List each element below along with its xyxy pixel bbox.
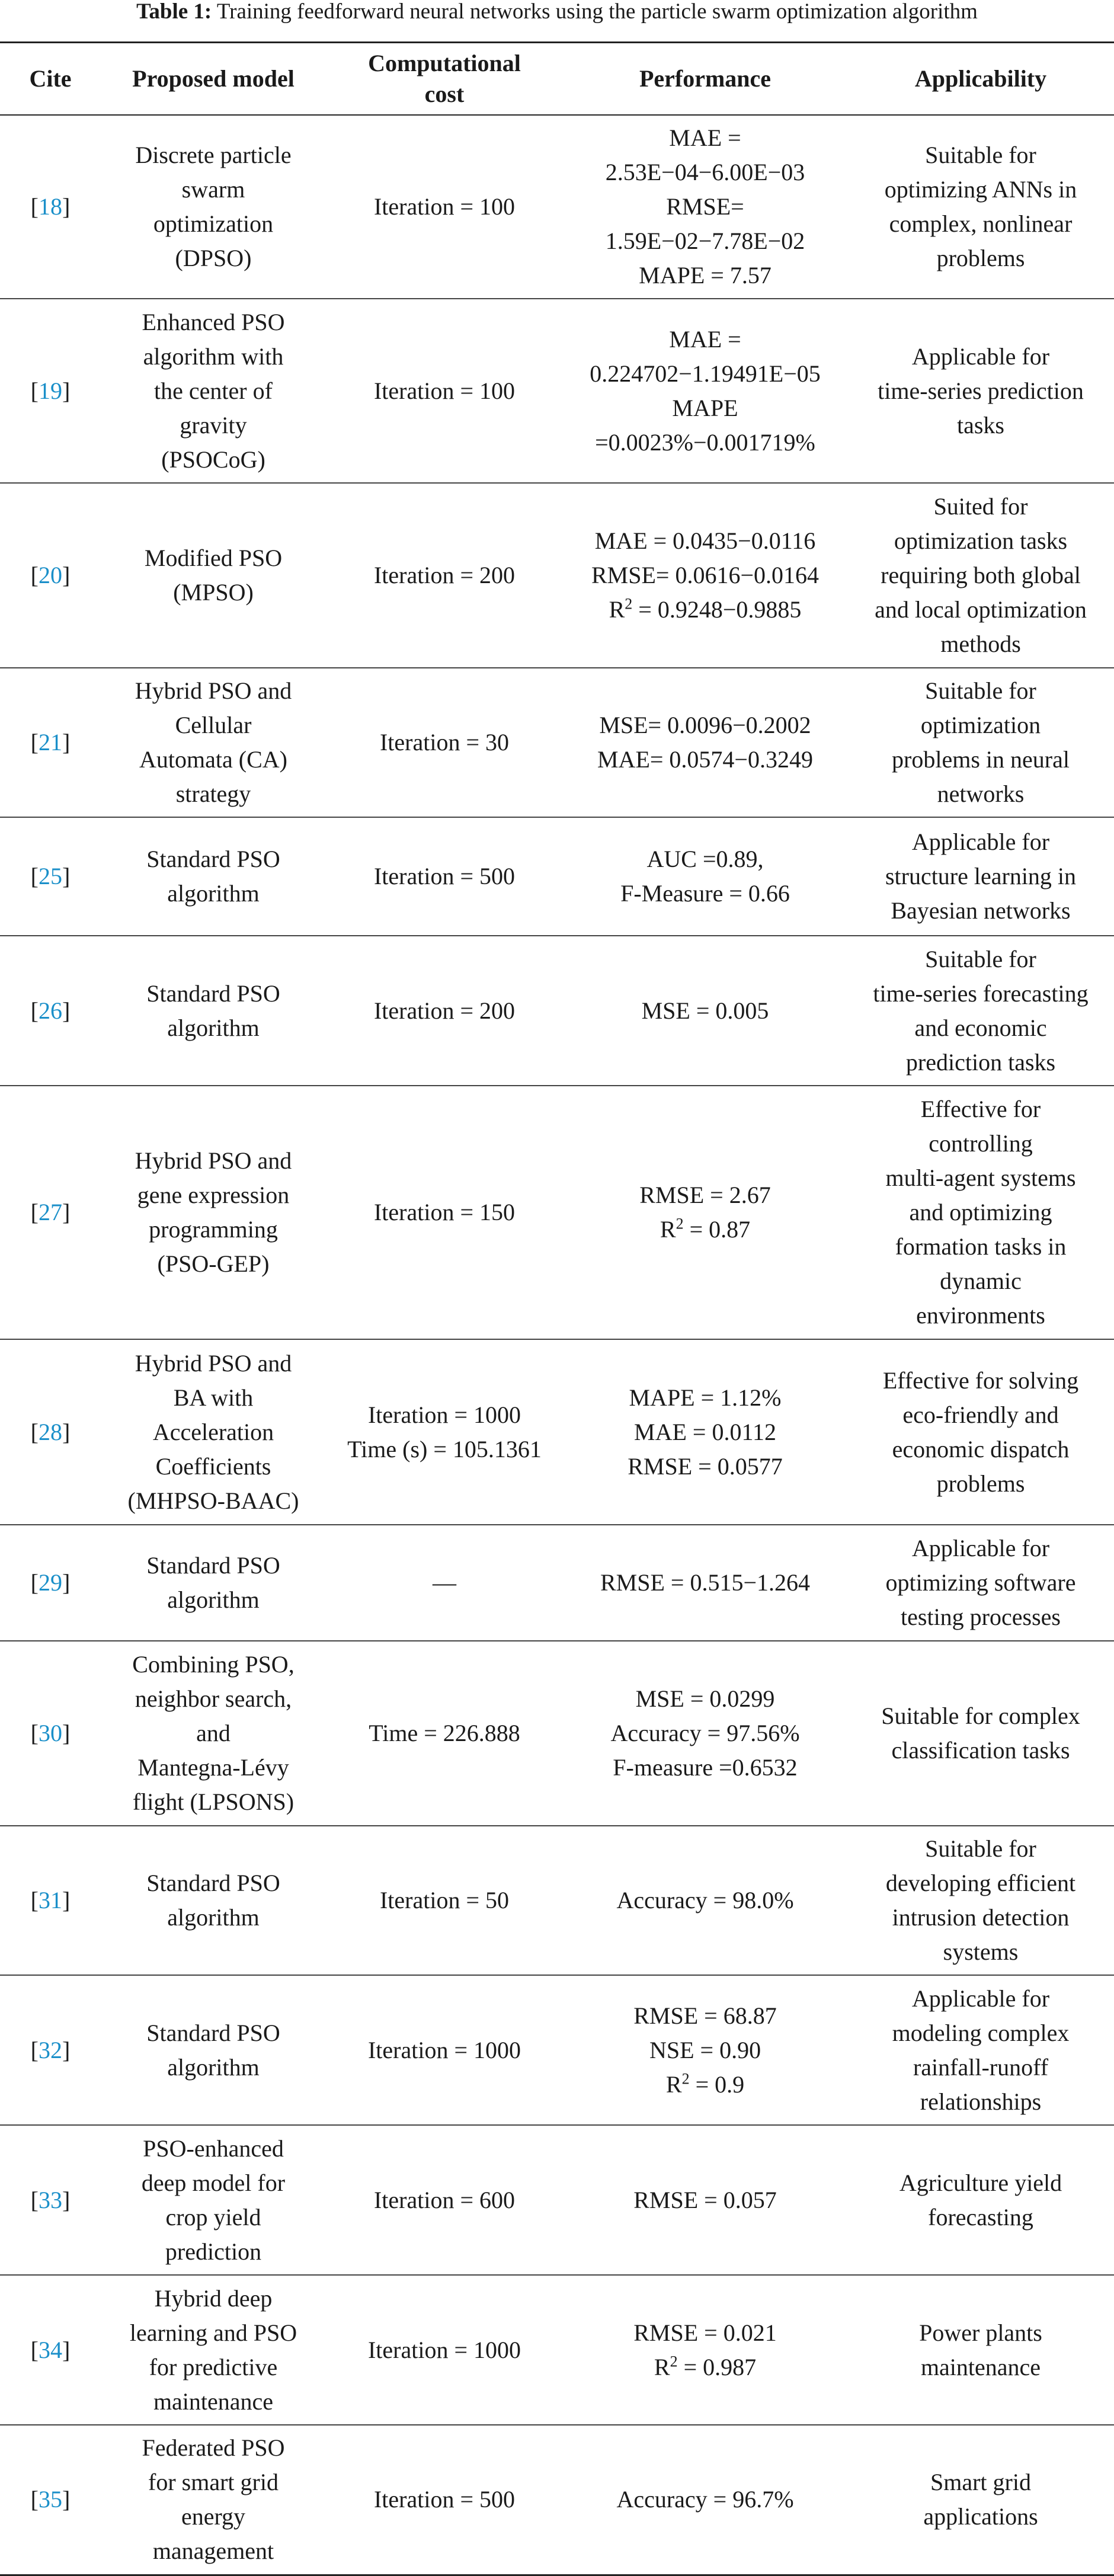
performance-line: 1.59E−02−7.78E−02 — [605, 228, 805, 254]
performance-cell — [563, 817, 847, 936]
performance-cell — [563, 1525, 847, 1641]
applicability-line: Bayesian networks — [891, 897, 1071, 924]
model-line: (PSOCoG) — [161, 446, 265, 473]
model-line: gene expression — [137, 1182, 290, 1208]
applicability-cell — [847, 1641, 1114, 1826]
cite-link[interactable]: 27 — [39, 1199, 62, 1225]
performance-cell — [563, 2425, 847, 2575]
applicability-line: optimization tasks — [894, 527, 1068, 554]
applicability-line: and local optimization — [875, 596, 1087, 623]
header-cost-line2: cost — [424, 81, 465, 107]
applicability-line: Suitable for — [925, 1835, 1036, 1862]
model-line: and — [196, 1720, 231, 1746]
table-row — [0, 668, 1114, 817]
cite-link[interactable]: 30 — [39, 1720, 62, 1746]
applicability-line: Suitable for complex — [881, 1703, 1080, 1729]
performance-line: 0.224702−1.19491E−05 — [590, 360, 821, 387]
performance-line: MAPE — [672, 394, 738, 421]
model-line: Automata (CA) — [139, 746, 287, 773]
cite-link[interactable]: 32 — [39, 2036, 62, 2063]
applicability-line: classification tasks — [891, 1737, 1070, 1764]
applicability-line: Power plants — [919, 2319, 1042, 2346]
applicability-line: relationships — [920, 2088, 1042, 2115]
performance-line: Accuracy = 96.7% — [616, 2486, 794, 2513]
performance-line: MAE = 0.0112 — [634, 1418, 776, 1445]
cost-cell — [326, 1525, 563, 1641]
performance-cell — [563, 2275, 847, 2425]
performance-line: RMSE = 0.021 — [633, 2319, 777, 2346]
model-line: (DPSO) — [175, 245, 252, 271]
table-row — [0, 1975, 1114, 2125]
cost-cell — [326, 2125, 563, 2275]
cost-cell — [326, 299, 563, 483]
performance-line: RMSE = 0.057 — [633, 2186, 777, 2213]
model-line: algorithm — [167, 880, 260, 907]
model-line: Standard PSO — [146, 846, 280, 872]
model-line: Discrete particle — [135, 142, 292, 168]
performance-line: RMSE = 68.87 — [633, 2002, 777, 2029]
applicability-line: forecasting — [928, 2203, 1033, 2231]
cite-link[interactable]: 29 — [39, 1569, 62, 1596]
applicability-line: rainfall-runoff — [913, 2053, 1049, 2081]
model-line: maintenance — [153, 2388, 274, 2415]
model-line: Standard PSO — [146, 1870, 280, 1896]
table-row — [0, 2275, 1114, 2425]
model-line: algorithm — [167, 1904, 260, 1931]
applicability-line: developing efficient — [885, 1870, 1076, 1896]
cite-cell: [20] — [0, 483, 101, 668]
table-row — [0, 1641, 1114, 1826]
model-line: Standard PSO — [146, 980, 280, 1007]
cost-line: Iteration = 150 — [373, 1199, 516, 1225]
model-line: Hybrid deep — [154, 2284, 273, 2312]
cost-line: Iteration = 100 — [373, 193, 516, 220]
cite-link[interactable]: 35 — [39, 2486, 62, 2513]
table-row — [0, 2425, 1114, 2575]
applicability-cell — [847, 1086, 1114, 1339]
cite-link[interactable]: 31 — [39, 1887, 62, 1913]
cost-line: Time = 226.888 — [369, 1720, 520, 1746]
applicability-cell — [847, 936, 1114, 1086]
cite-link[interactable]: 19 — [39, 377, 62, 404]
cite-cell: [18] — [0, 115, 101, 299]
model-line: (MPSO) — [173, 579, 254, 606]
performance-line: RMSE= 0.0616−0.0164 — [591, 562, 820, 588]
model-line: Hybrid PSO and — [135, 1147, 292, 1174]
model-line: algorithm with — [143, 343, 284, 370]
applicability-line: time-series forecasting — [873, 980, 1089, 1007]
performance-cell — [563, 115, 847, 299]
table-row — [0, 299, 1114, 483]
performance-cell — [563, 936, 847, 1086]
applicability-cell — [847, 1975, 1114, 2125]
cost-line: Iteration = 50 — [379, 1887, 510, 1913]
performance-line: $R^2 = 0.87$ — [660, 1215, 751, 1243]
cost-cell — [326, 483, 563, 668]
performance-line: $R^2 = 0.987$ — [654, 2353, 757, 2380]
performance-cell — [563, 1975, 847, 2125]
model-line: BA with — [173, 1384, 254, 1411]
performance-line: F-measure =0.6532 — [613, 1754, 798, 1781]
cost-cell — [326, 1641, 563, 1826]
model-line: the center of — [154, 377, 273, 404]
table-row — [0, 1525, 1114, 1641]
cite-cell: [26] — [0, 936, 101, 1086]
cite-link[interactable]: 20 — [39, 562, 62, 588]
cite-link[interactable]: 34 — [39, 2336, 62, 2363]
model-line: for smart grid — [148, 2469, 278, 2496]
model-line: optimization — [153, 210, 274, 237]
cite-cell: [25] — [0, 817, 101, 936]
performance-cell — [563, 1339, 847, 1525]
model-cell — [101, 483, 326, 668]
model-line: algorithm — [167, 1586, 260, 1613]
model-cell — [101, 299, 326, 483]
model-line: gravity — [180, 411, 247, 439]
cite-cell: [27] — [0, 1086, 101, 1339]
performance-line: MAE = — [669, 325, 741, 353]
cite-cell: [19] — [0, 299, 101, 483]
performance-line: $R^2 = 0.9$ — [665, 2070, 745, 2098]
applicability-cell — [847, 115, 1114, 299]
header-model: Proposed model — [101, 43, 326, 116]
applicability-line: economic dispatch — [892, 1435, 1070, 1463]
cite-cell: [32] — [0, 1975, 101, 2125]
model-cell — [101, 936, 326, 1086]
applicability-cell — [847, 483, 1114, 668]
performance-cell — [563, 299, 847, 483]
model-line: prediction — [165, 2238, 262, 2265]
applicability-line: Suited for — [933, 493, 1028, 520]
performance-line: MAE = 0.0435−0.0116 — [594, 527, 816, 554]
model-line: Standard PSO — [146, 1552, 280, 1579]
model-line: for predictive — [149, 2353, 278, 2380]
table-row — [0, 483, 1114, 668]
applicability-line: prediction tasks — [905, 1048, 1056, 1076]
applicability-cell — [847, 299, 1114, 483]
applicability-line: and economic — [914, 1014, 1047, 1041]
cite-cell: [29] — [0, 1525, 101, 1641]
model-line: programming — [149, 1216, 278, 1243]
performance-line: RMSE = 0.515−1.264 — [600, 1569, 811, 1596]
cost-line: Iteration = 1000 — [367, 1401, 521, 1428]
model-line: Combining PSO, — [132, 1651, 294, 1678]
cost-cell — [326, 2425, 563, 2575]
model-cell — [101, 1826, 326, 1975]
cite-link[interactable]: 21 — [39, 729, 62, 756]
caption-text: Training feedforward neural networks using the particle swarm optimization algorithm — [216, 0, 978, 24]
model-line: PSO-enhanced — [143, 2135, 284, 2162]
cite-cell: [33] — [0, 2125, 101, 2275]
applicability-line: systems — [943, 1938, 1019, 1965]
performance-line: =0.0023%−0.001719% — [595, 428, 815, 456]
applicability-cell — [847, 1826, 1114, 1975]
model-line: Federated PSO — [142, 2434, 285, 2462]
header-cite: Cite — [0, 43, 101, 116]
cost-cell — [326, 1339, 563, 1525]
model-cell — [101, 1975, 326, 2125]
performance-line: MAPE = 7.57 — [639, 262, 772, 289]
cite-cell: [31] — [0, 1826, 101, 1975]
model-line: learning and PSO — [129, 2319, 297, 2346]
cost-cell — [326, 936, 563, 1086]
cost-line: Iteration = 500 — [373, 863, 516, 889]
cite-cell: [21] — [0, 668, 101, 817]
applicability-cell — [847, 2275, 1114, 2425]
performance-line: RMSE = 2.67 — [639, 1182, 771, 1208]
performance-line: MSE = 0.0299 — [635, 1685, 775, 1712]
table-caption — [0, 0, 1114, 24]
cite-link[interactable]: 25 — [39, 863, 62, 889]
applicability-line: problems — [936, 245, 1025, 271]
applicability-cell — [847, 668, 1114, 817]
applicability-cell — [847, 817, 1114, 936]
applicability-line: requiring both global — [881, 562, 1081, 588]
model-line: algorithm — [167, 2053, 260, 2081]
performance-line: Accuracy = 98.0% — [616, 1887, 794, 1913]
applicability-cell — [847, 1339, 1114, 1525]
cost-line: Iteration = 200 — [373, 562, 516, 588]
applicability-line: Smart grid — [930, 2469, 1031, 2496]
cite-cell: [30] — [0, 1641, 101, 1826]
cost-cell — [326, 817, 563, 936]
performance-line: MAE = — [669, 124, 741, 151]
model-line: (MHPSO-BAAC) — [127, 1487, 299, 1514]
model-cell — [101, 1525, 326, 1641]
model-cell — [101, 668, 326, 817]
applicability-line: time-series prediction — [878, 377, 1084, 404]
applicability-line: Applicable for — [911, 343, 1050, 370]
cost-line: Iteration = 600 — [373, 2186, 516, 2213]
applicability-line: complex, nonlinear — [889, 210, 1073, 237]
table-row — [0, 2125, 1114, 2275]
cost-cell — [326, 2275, 563, 2425]
performance-cell — [563, 1086, 847, 1339]
cite-link[interactable]: 18 — [39, 193, 62, 220]
applicability-line: maintenance — [920, 2353, 1041, 2380]
performance-line: RMSE= — [666, 193, 744, 220]
table-row — [0, 936, 1114, 1086]
cite-cell: [34] — [0, 2275, 101, 2425]
model-cell — [101, 2425, 326, 2575]
model-cell — [101, 2125, 326, 2275]
performance-line: $R^2 = 0.9248-0.9885$ — [609, 595, 802, 623]
applicability-line: intrusion detection — [892, 1904, 1070, 1931]
model-line: Standard PSO — [146, 2019, 280, 2046]
model-line: crop yield — [165, 2203, 261, 2231]
cost-cell — [326, 1086, 563, 1339]
performance-cell — [563, 668, 847, 817]
cost-line: Iteration = 1000 — [367, 2336, 521, 2363]
header-cost-line1: Computational — [368, 50, 521, 76]
model-line: strategy — [175, 780, 251, 807]
model-line: Enhanced PSO — [142, 308, 285, 335]
cost-line: Iteration = 200 — [373, 997, 516, 1024]
header-row — [0, 43, 1114, 116]
cite-link[interactable]: 28 — [39, 1418, 62, 1445]
cost-cell — [326, 668, 563, 817]
cost-cell — [326, 1826, 563, 1975]
model-line: swarm — [181, 176, 245, 203]
table-body — [0, 115, 1114, 2575]
performance-line: F-Measure = 0.66 — [620, 880, 790, 907]
cost-line: Time (s) = 105.1361 — [347, 1435, 542, 1463]
performance-line: MAPE = 1.12% — [629, 1384, 782, 1411]
model-cell — [101, 115, 326, 299]
model-cell — [101, 1339, 326, 1525]
applicability-line: controlling — [929, 1130, 1033, 1157]
results-table-container — [0, 41, 1114, 2576]
performance-line: Accuracy = 97.56% — [610, 1720, 800, 1746]
performance-line: MSE = 0.005 — [641, 997, 769, 1024]
performance-line: AUC =0.89, — [646, 846, 764, 872]
model-line: (PSO-GEP) — [157, 1250, 270, 1277]
cost-line: Iteration = 30 — [379, 729, 510, 756]
applicability-line: problems — [936, 1470, 1025, 1497]
table-row — [0, 1086, 1114, 1339]
applicability-line: Agriculture yield — [899, 2169, 1062, 2196]
performance-cell — [563, 2125, 847, 2275]
applicability-line: optimization — [920, 712, 1041, 738]
model-line: Hybrid PSO and — [135, 677, 292, 704]
applicability-cell — [847, 2425, 1114, 2575]
performance-line: MAE= 0.0574−0.3249 — [597, 746, 813, 773]
cost-line: Iteration = 1000 — [367, 2036, 521, 2063]
model-line: energy — [181, 2503, 246, 2530]
model-line: algorithm — [167, 1014, 260, 1041]
model-cell — [101, 1641, 326, 1826]
performance-cell — [563, 483, 847, 668]
table-row — [0, 817, 1114, 936]
applicability-line: structure learning in — [885, 863, 1077, 889]
applicability-line: testing processes — [901, 1604, 1061, 1630]
cost-cell — [326, 115, 563, 299]
applicability-line: networks — [937, 780, 1025, 807]
table-row — [0, 1339, 1114, 1525]
applicability-line: Effective for solving — [882, 1367, 1079, 1394]
applicability-line: Suitable for — [925, 142, 1036, 168]
performance-line: NSE = 0.90 — [649, 2036, 761, 2063]
applicability-line: Suitable for — [925, 945, 1036, 972]
applicability-line: optimizing ANNs in — [884, 176, 1077, 203]
performance-line: MSE= 0.0096−0.2002 — [599, 712, 811, 738]
applicability-line: modeling complex — [892, 2019, 1070, 2046]
model-line: Hybrid PSO and — [135, 1349, 292, 1377]
cite-cell: [28] — [0, 1339, 101, 1525]
performance-cell — [563, 1826, 847, 1975]
model-line: management — [152, 2537, 274, 2565]
table-row — [0, 1826, 1114, 1975]
cost-line: — — [433, 1569, 456, 1596]
model-cell — [101, 2275, 326, 2425]
header-cost — [326, 43, 563, 116]
applicability-line: Applicable for — [911, 828, 1050, 855]
applicability-line: Suitable for — [925, 677, 1036, 704]
cost-line: Iteration = 500 — [373, 2486, 516, 2513]
header-applicability: Applicability — [847, 43, 1114, 116]
applicability-line: multi-agent systems — [885, 1164, 1076, 1191]
table-row — [0, 115, 1114, 299]
header-performance: Performance — [563, 43, 847, 116]
cost-cell — [326, 1975, 563, 2125]
model-line: Acceleration — [152, 1418, 274, 1445]
applicability-line: and optimizing — [909, 1199, 1052, 1225]
model-line: Mantegna-Lévy — [137, 1754, 289, 1781]
applicability-line: Applicable for — [911, 1535, 1050, 1561]
applicability-line: methods — [940, 631, 1021, 657]
model-line: Modified PSO — [144, 545, 283, 571]
applicability-line: dynamic — [940, 1268, 1022, 1294]
cost-line: Iteration = 100 — [373, 377, 516, 404]
applicability-line: optimizing software — [885, 1569, 1076, 1596]
applicability-line: Applicable for — [911, 1985, 1050, 2012]
model-line: neighbor search, — [135, 1685, 292, 1712]
results-table — [0, 41, 1114, 2576]
cite-link[interactable]: 26 — [39, 997, 62, 1024]
model-cell — [101, 1086, 326, 1339]
applicability-cell — [847, 1525, 1114, 1641]
applicability-line: eco-friendly and — [902, 1401, 1059, 1428]
model-line: Coefficients — [155, 1452, 271, 1480]
model-line: Cellular — [175, 712, 252, 738]
applicability-line: environments — [916, 1302, 1045, 1329]
performance-line: 2.53E−04−6.00E−03 — [605, 159, 805, 185]
applicability-line: Effective for — [920, 1096, 1041, 1122]
performance-line: RMSE = 0.0577 — [628, 1452, 783, 1480]
caption-label: Table 1: — [136, 0, 212, 24]
model-line: deep model for — [141, 2169, 286, 2196]
model-line: flight (LPSONS) — [132, 1788, 294, 1815]
cite-link[interactable]: 33 — [39, 2186, 62, 2213]
model-cell — [101, 817, 326, 936]
cite-cell: [35] — [0, 2425, 101, 2575]
applicability-line: formation tasks in — [895, 1233, 1067, 1260]
performance-cell — [563, 1641, 847, 1826]
applicability-line: problems in neural — [892, 746, 1070, 773]
applicability-cell — [847, 2125, 1114, 2275]
applicability-line: applications — [923, 2503, 1038, 2530]
applicability-line: tasks — [957, 411, 1004, 439]
